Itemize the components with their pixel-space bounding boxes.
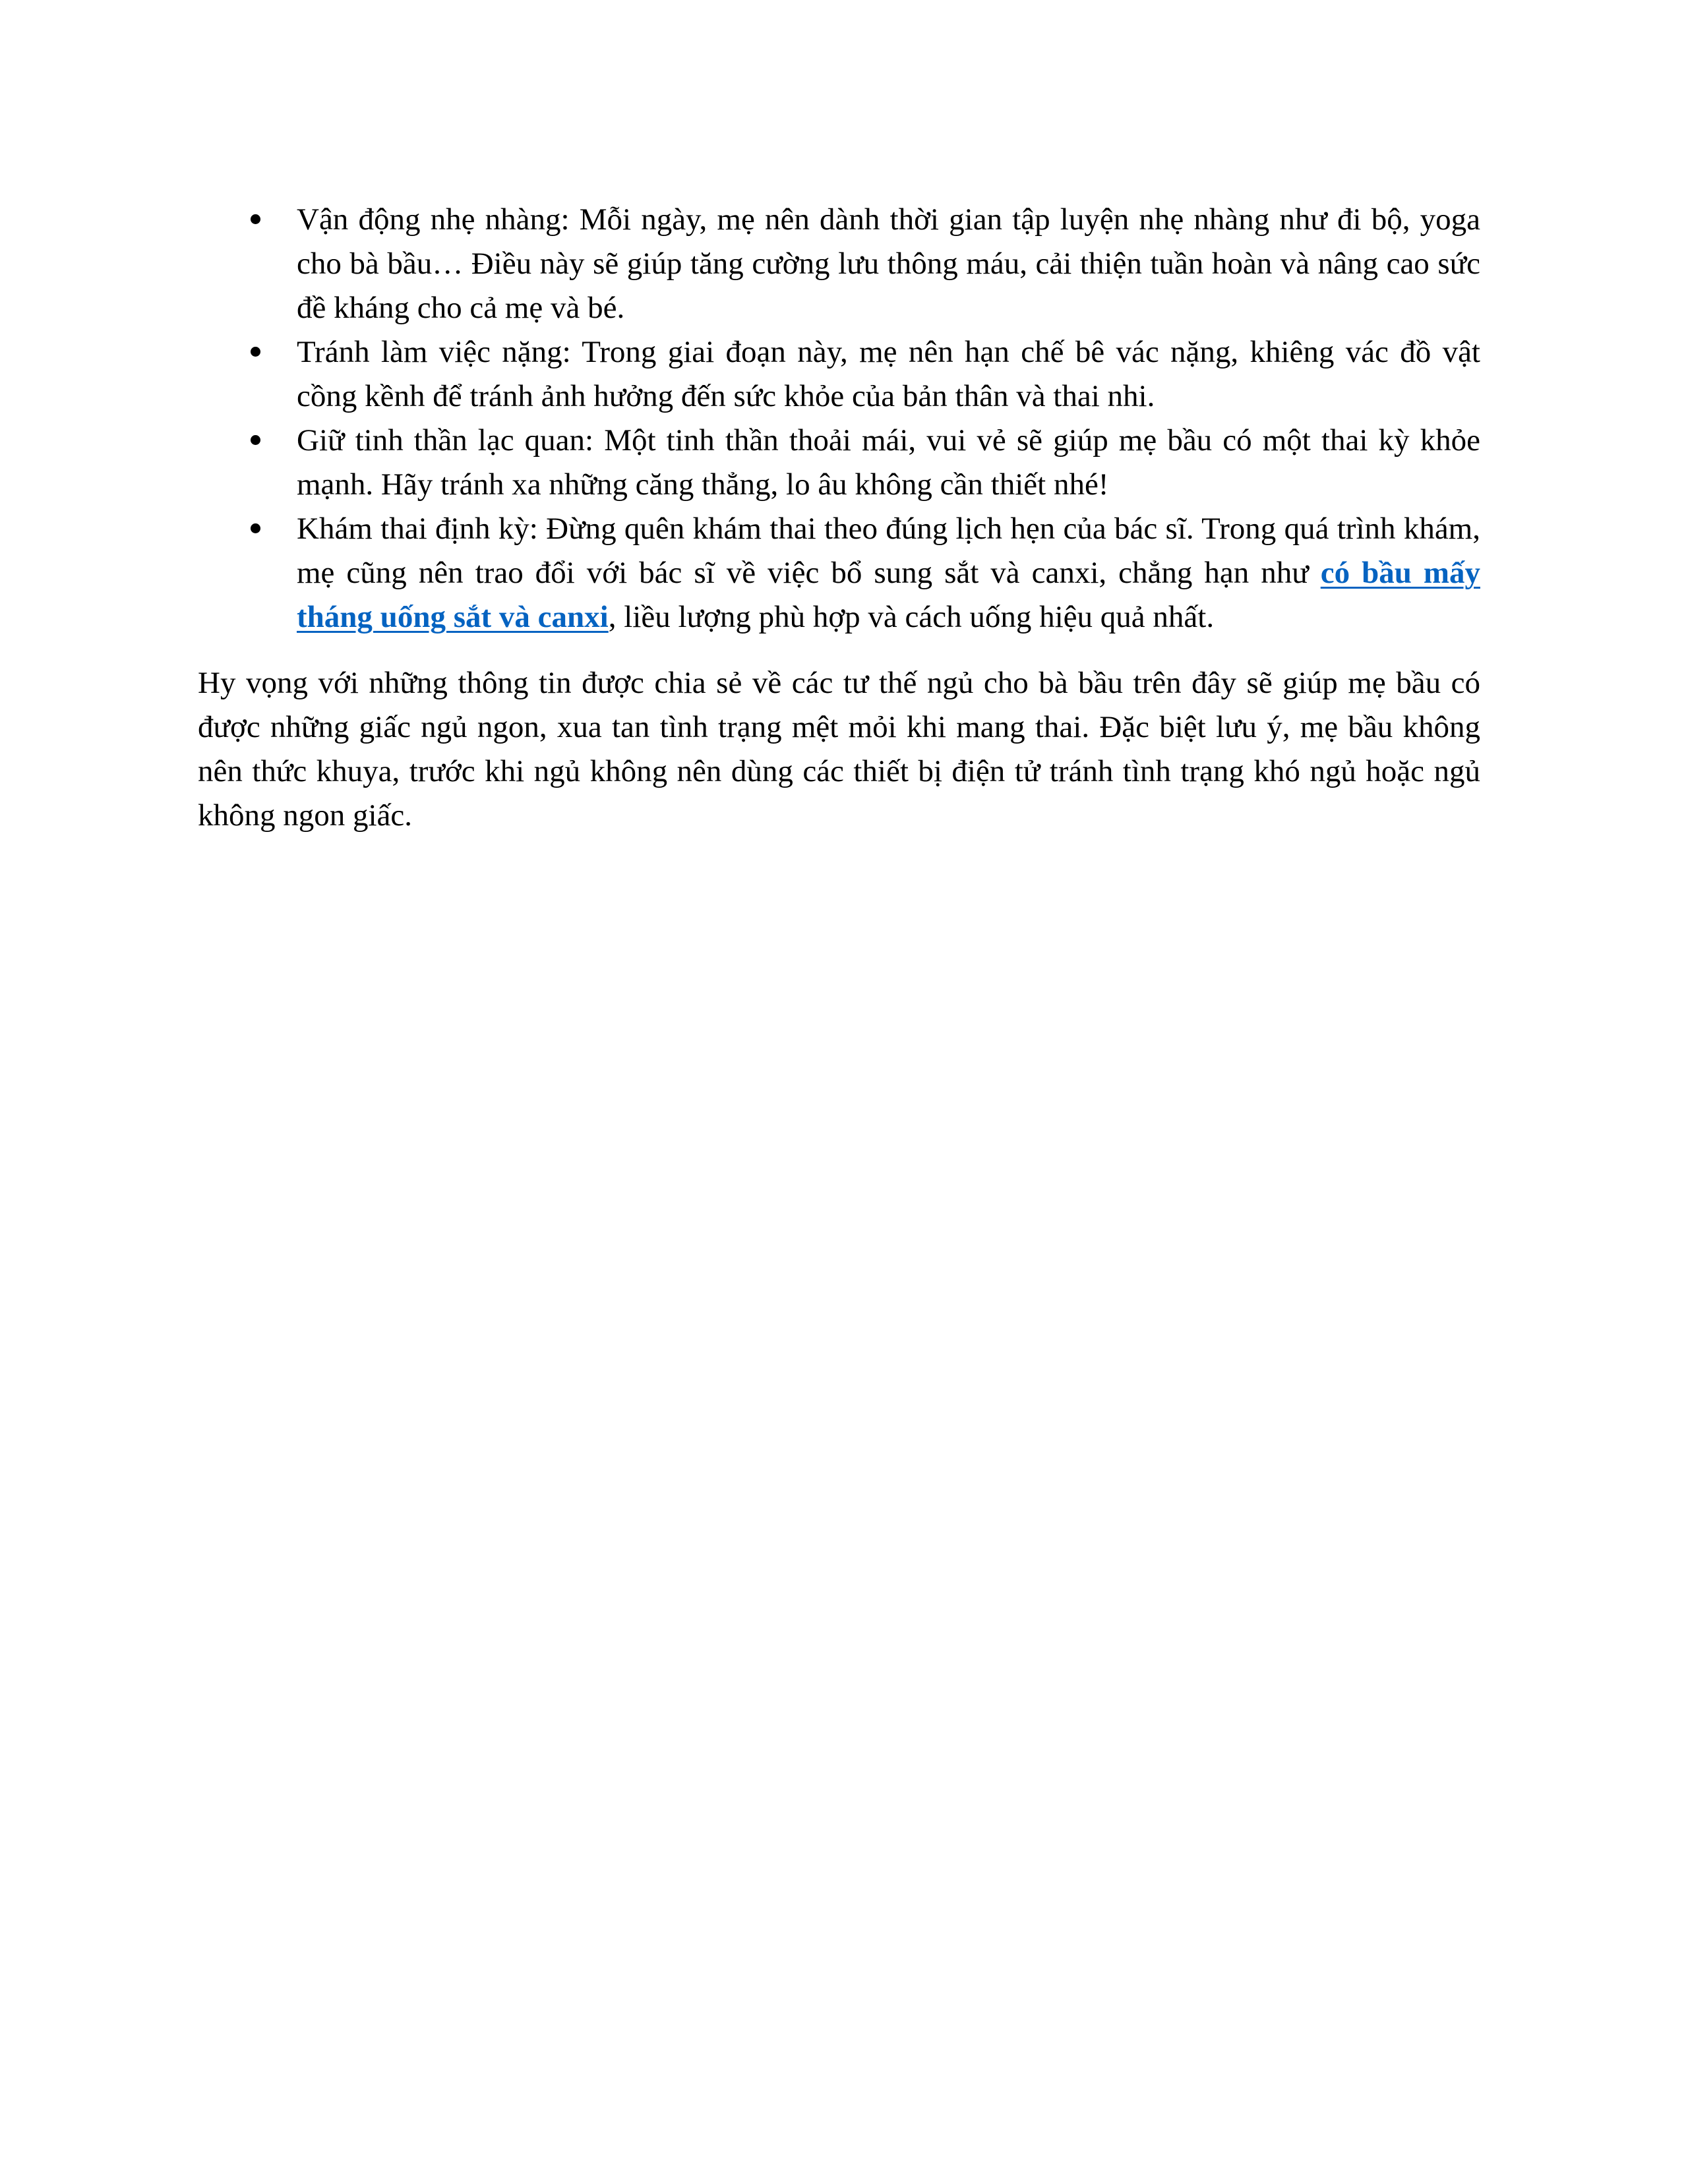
iron-calcium-link[interactable]: có bầu mấy tháng uống sắt và canxi bbox=[297, 556, 1480, 634]
list-item bbox=[198, 419, 1480, 507]
list-item-text-before: Khám thai định kỳ: Đừng quên khám thai theo đúng lịch hẹn của bác sĩ. Trong quá trình khám, mẹ cũng nên trao đổi với bác sĩ về việc bổ sung sắt và canxi, chẳng hạn như bbox=[297, 512, 1480, 590]
list-item bbox=[198, 198, 1480, 330]
bullet-icon bbox=[251, 523, 260, 533]
bullet-icon bbox=[251, 347, 260, 357]
list-item-text: Vận động nhẹ nhàng: Mỗi ngày, mẹ nên dành thời gian tập luyện nhẹ nhàng như đi bộ, yoga cho bà bầu… Điều này sẽ giúp tăng cường lưu thông máu, cải thiện tuần hoàn và nâng cao sức đề kháng cho cả mẹ và bé. bbox=[297, 202, 1480, 325]
tips-list bbox=[198, 198, 1480, 639]
list-item-text-after: , liều lượng phù hợp và cách uống hiệu quả nhất. bbox=[608, 600, 1215, 634]
closing-paragraph: Hy vọng với những thông tin được chia sẻ về các tư thế ngủ cho bà bầu trên đây sẽ giúp mẹ bầu có được những giấc ngủ ngon, xua tan tình trạng mệt mỏi khi mang thai. Đặc biệt lưu ý, mẹ bầu không nên thức khuya, trước khi ngủ không nên dùng các thiết bị điện tử tránh tình trạng khó ngủ hoặc ngủ không ngon giấc. bbox=[198, 666, 1480, 833]
list-item-text: Giữ tinh thần lạc quan: Một tinh thần thoải mái, vui vẻ sẽ giúp mẹ bầu có một thai kỳ khỏe mạnh. Hãy tránh xa những căng thẳng, lo âu không cần thiết nhé! bbox=[297, 423, 1480, 502]
document-page bbox=[198, 198, 1480, 838]
list-item bbox=[198, 330, 1480, 419]
bullet-icon bbox=[251, 435, 260, 445]
list-item-text: Tránh làm việc nặng: Trong giai đoạn này, mẹ nên hạn chế bê vác nặng, khiêng vác đồ vật cồng kềnh để tránh ảnh hưởng đến sức khỏe của bản thân và thai nhi. bbox=[297, 335, 1480, 413]
list-item bbox=[198, 507, 1480, 639]
bullet-icon bbox=[251, 214, 260, 224]
